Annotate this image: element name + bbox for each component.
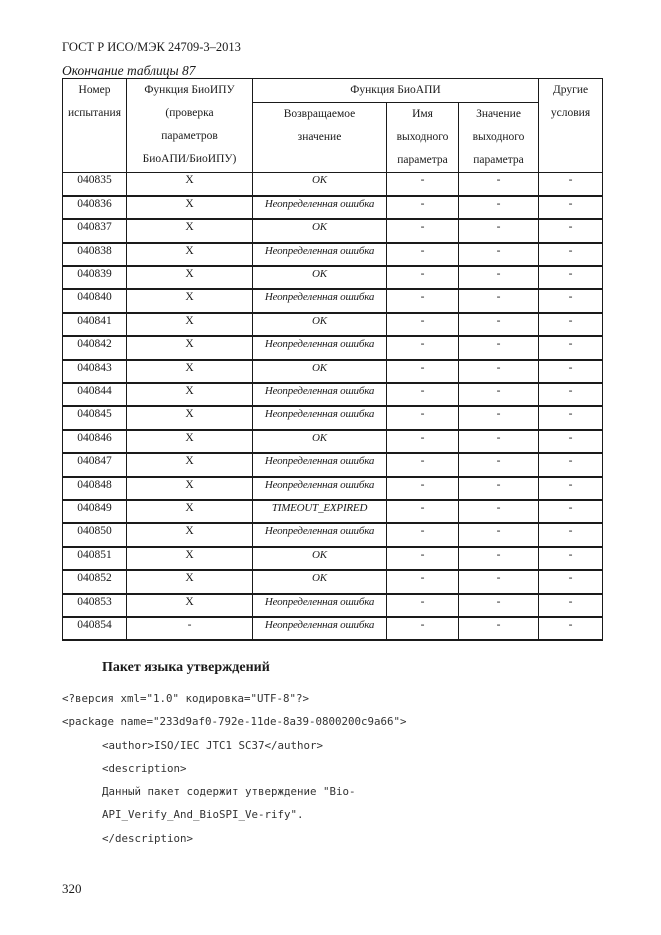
cell-return-value: Неопределенная ошибка	[253, 243, 387, 266]
cell-other-conditions: -	[539, 453, 603, 476]
cell-output-name: -	[387, 594, 459, 617]
cell-test-number: 040850	[63, 523, 127, 546]
header-test-number	[63, 79, 127, 173]
cell-biospi: X	[127, 266, 253, 289]
table-body	[63, 173, 603, 641]
cell-output-name: -	[387, 219, 459, 242]
cell-output-value: -	[459, 336, 539, 359]
cell-test-number: 040848	[63, 477, 127, 500]
header-bioapi-function: Функция БиоАПИ	[253, 79, 539, 103]
cell-other-conditions: -	[539, 500, 603, 523]
cell-test-number: 040840	[63, 289, 127, 312]
code-line: </description>	[102, 831, 194, 845]
cell-biospi: X	[127, 406, 253, 429]
header-text: Номер	[78, 84, 111, 96]
cell-test-number: 040853	[63, 594, 127, 617]
cell-biospi: X	[127, 289, 253, 312]
cell-return-value: Неопределенная ошибка	[253, 617, 387, 640]
header-text: значение	[297, 131, 342, 143]
table-caption: Окончание таблицы 87	[62, 63, 196, 78]
table-row	[63, 477, 603, 500]
cell-output-value: -	[459, 360, 539, 383]
header-text: условия	[550, 107, 591, 119]
code-line: <package name="233d9af0-792e-11de-8a39-0800200c9a66">	[62, 715, 407, 729]
cell-biospi: X	[127, 453, 253, 476]
cell-output-name: -	[387, 500, 459, 523]
cell-output-value: -	[459, 523, 539, 546]
header-output-value	[459, 103, 539, 173]
cell-return-value: OK	[253, 219, 387, 242]
cell-biospi: X	[127, 313, 253, 336]
table-row	[63, 219, 603, 242]
header-text: БиоАПИ/БиоИПУ)	[142, 153, 237, 165]
table-row	[63, 360, 603, 383]
header-biospi-function	[127, 79, 253, 173]
cell-test-number: 040846	[63, 430, 127, 453]
header-text: Возвращаемое	[283, 108, 356, 120]
table-row	[63, 266, 603, 289]
cell-test-number: 040851	[63, 547, 127, 570]
cell-test-number: 040842	[63, 336, 127, 359]
cell-output-name: -	[387, 266, 459, 289]
header-text: параметра	[397, 154, 448, 166]
cell-output-value: -	[459, 196, 539, 219]
cell-return-value: Неопределенная ошибка	[253, 383, 387, 406]
cell-other-conditions: -	[539, 523, 603, 546]
cell-other-conditions: -	[539, 617, 603, 640]
cell-other-conditions: -	[539, 243, 603, 266]
header-text: параметра	[473, 154, 524, 166]
table-row	[63, 617, 603, 640]
cell-output-name: -	[387, 570, 459, 593]
table-row	[63, 570, 603, 593]
cell-output-name: -	[387, 360, 459, 383]
cell-other-conditions: -	[539, 570, 603, 593]
cell-test-number: 040854	[63, 617, 127, 640]
cell-return-value: Неопределенная ошибка	[253, 289, 387, 312]
header-text: Имя	[412, 108, 433, 120]
cell-test-number: 040841	[63, 313, 127, 336]
cell-biospi: X	[127, 360, 253, 383]
cell-test-number: 040845	[63, 406, 127, 429]
cell-biospi: X	[127, 523, 253, 546]
cell-other-conditions: -	[539, 289, 603, 312]
cell-other-conditions: -	[539, 477, 603, 500]
cell-output-value: -	[459, 173, 539, 196]
header-text: Функция БиоИПУ	[144, 84, 235, 96]
cell-other-conditions: -	[539, 360, 603, 383]
cell-other-conditions: -	[539, 336, 603, 359]
cell-biospi: X	[127, 500, 253, 523]
cell-biospi: X	[127, 219, 253, 242]
cell-output-value: -	[459, 383, 539, 406]
cell-output-name: -	[387, 243, 459, 266]
cell-output-value: -	[459, 219, 539, 242]
cell-biospi: X	[127, 547, 253, 570]
table-row	[63, 243, 603, 266]
cell-return-value: OK	[253, 313, 387, 336]
code-line: <?версия xml="1.0" кодировка="UTF-8"?>	[62, 692, 310, 705]
cell-test-number: 040836	[63, 196, 127, 219]
cell-test-number: 040835	[63, 173, 127, 196]
cell-return-value: OK	[253, 570, 387, 593]
table-row	[63, 430, 603, 453]
cell-output-name: -	[387, 547, 459, 570]
cell-test-number: 040838	[63, 243, 127, 266]
cell-output-name: -	[387, 173, 459, 196]
cell-output-value: -	[459, 266, 539, 289]
cell-output-name: -	[387, 289, 459, 312]
cell-other-conditions: -	[539, 313, 603, 336]
cell-other-conditions: -	[539, 219, 603, 242]
cell-test-number: 040852	[63, 570, 127, 593]
document-header: ГОСТ Р ИСО/МЭК 24709-3–2013	[62, 40, 241, 54]
table-row	[63, 313, 603, 336]
cell-output-value: -	[459, 406, 539, 429]
cell-output-value: -	[459, 313, 539, 336]
cell-other-conditions: -	[539, 430, 603, 453]
cell-other-conditions: -	[539, 547, 603, 570]
table-row	[63, 383, 603, 406]
cell-other-conditions: -	[539, 196, 603, 219]
cell-return-value: TIMEOUT_EXPIRED	[253, 500, 387, 523]
cell-biospi: X	[127, 383, 253, 406]
table-row	[63, 336, 603, 359]
cell-output-value: -	[459, 547, 539, 570]
cell-return-value: Неопределенная ошибка	[253, 453, 387, 476]
cell-output-value: -	[459, 243, 539, 266]
cell-output-value: -	[459, 430, 539, 453]
cell-biospi: X	[127, 173, 253, 196]
cell-output-name: -	[387, 383, 459, 406]
cell-biospi: X	[127, 243, 253, 266]
cell-output-name: -	[387, 523, 459, 546]
cell-test-number: 040847	[63, 453, 127, 476]
cell-biospi: -	[127, 617, 253, 640]
header-text: (проверка	[165, 107, 214, 119]
code-line: <description>	[102, 761, 187, 775]
cell-output-name: -	[387, 617, 459, 640]
page-number: 320	[62, 881, 82, 896]
cell-return-value: OK	[253, 173, 387, 196]
header-text: испытания	[67, 107, 121, 119]
cell-other-conditions: -	[539, 266, 603, 289]
cell-test-number: 040844	[63, 383, 127, 406]
table-row	[63, 500, 603, 523]
header-other-conditions	[539, 79, 603, 173]
cell-return-value: Неопределенная ошибка	[253, 477, 387, 500]
cell-test-number: 040839	[63, 266, 127, 289]
code-line: API_Verify_And_BioSPI_Ve-rify".	[102, 808, 304, 822]
cell-output-value: -	[459, 477, 539, 500]
cell-biospi: X	[127, 430, 253, 453]
cell-test-number: 040837	[63, 219, 127, 242]
cell-output-value: -	[459, 289, 539, 312]
cell-biospi: X	[127, 477, 253, 500]
cell-output-value: -	[459, 570, 539, 593]
cell-other-conditions: -	[539, 383, 603, 406]
cell-output-name: -	[387, 196, 459, 219]
cell-output-value: -	[459, 500, 539, 523]
cell-return-value: Неопределенная ошибка	[253, 594, 387, 617]
table-header	[63, 79, 603, 173]
section-title: Пакет языка утверждений	[102, 660, 270, 675]
header-text: параметров	[161, 130, 218, 142]
code-line: <author>ISO/IEC JTC1 SC37</author>	[102, 738, 324, 752]
cell-test-number: 040849	[63, 500, 127, 523]
table-row	[63, 406, 603, 429]
header-output-name	[387, 103, 459, 173]
cell-test-number: 040843	[63, 360, 127, 383]
table-row	[63, 196, 603, 219]
cell-output-name: -	[387, 406, 459, 429]
header-text: выходного	[472, 131, 525, 143]
header-text: выходного	[396, 131, 449, 143]
cell-biospi: X	[127, 196, 253, 219]
cell-return-value: OK	[253, 547, 387, 570]
cell-output-name: -	[387, 430, 459, 453]
cell-return-value: Неопределенная ошибка	[253, 336, 387, 359]
code-line: Данный пакет содержит утверждение "Bio-	[102, 785, 356, 799]
cell-return-value: Неопределенная ошибка	[253, 406, 387, 429]
cell-return-value: Неопределенная ошибка	[253, 196, 387, 219]
cell-return-value: OK	[253, 430, 387, 453]
cell-other-conditions: -	[539, 406, 603, 429]
cell-output-name: -	[387, 313, 459, 336]
cell-output-value: -	[459, 453, 539, 476]
cell-biospi: X	[127, 594, 253, 617]
header-return-value	[253, 103, 387, 173]
cell-biospi: X	[127, 570, 253, 593]
header-text: Значение	[476, 108, 521, 120]
table-row	[63, 547, 603, 570]
cell-return-value: OK	[253, 266, 387, 289]
table-row	[63, 453, 603, 476]
table-row	[63, 289, 603, 312]
header-text: Другие	[552, 84, 589, 96]
cell-output-value: -	[459, 594, 539, 617]
test-table	[62, 78, 603, 641]
code-block	[62, 692, 407, 855]
cell-other-conditions: -	[539, 173, 603, 196]
cell-other-conditions: -	[539, 594, 603, 617]
cell-output-name: -	[387, 336, 459, 359]
cell-return-value: OK	[253, 360, 387, 383]
table-row	[63, 523, 603, 546]
cell-output-value: -	[459, 617, 539, 640]
table-row	[63, 594, 603, 617]
cell-biospi: X	[127, 336, 253, 359]
cell-return-value: Неопределенная ошибка	[253, 523, 387, 546]
cell-output-name: -	[387, 453, 459, 476]
table-row	[63, 173, 603, 196]
cell-output-name: -	[387, 477, 459, 500]
